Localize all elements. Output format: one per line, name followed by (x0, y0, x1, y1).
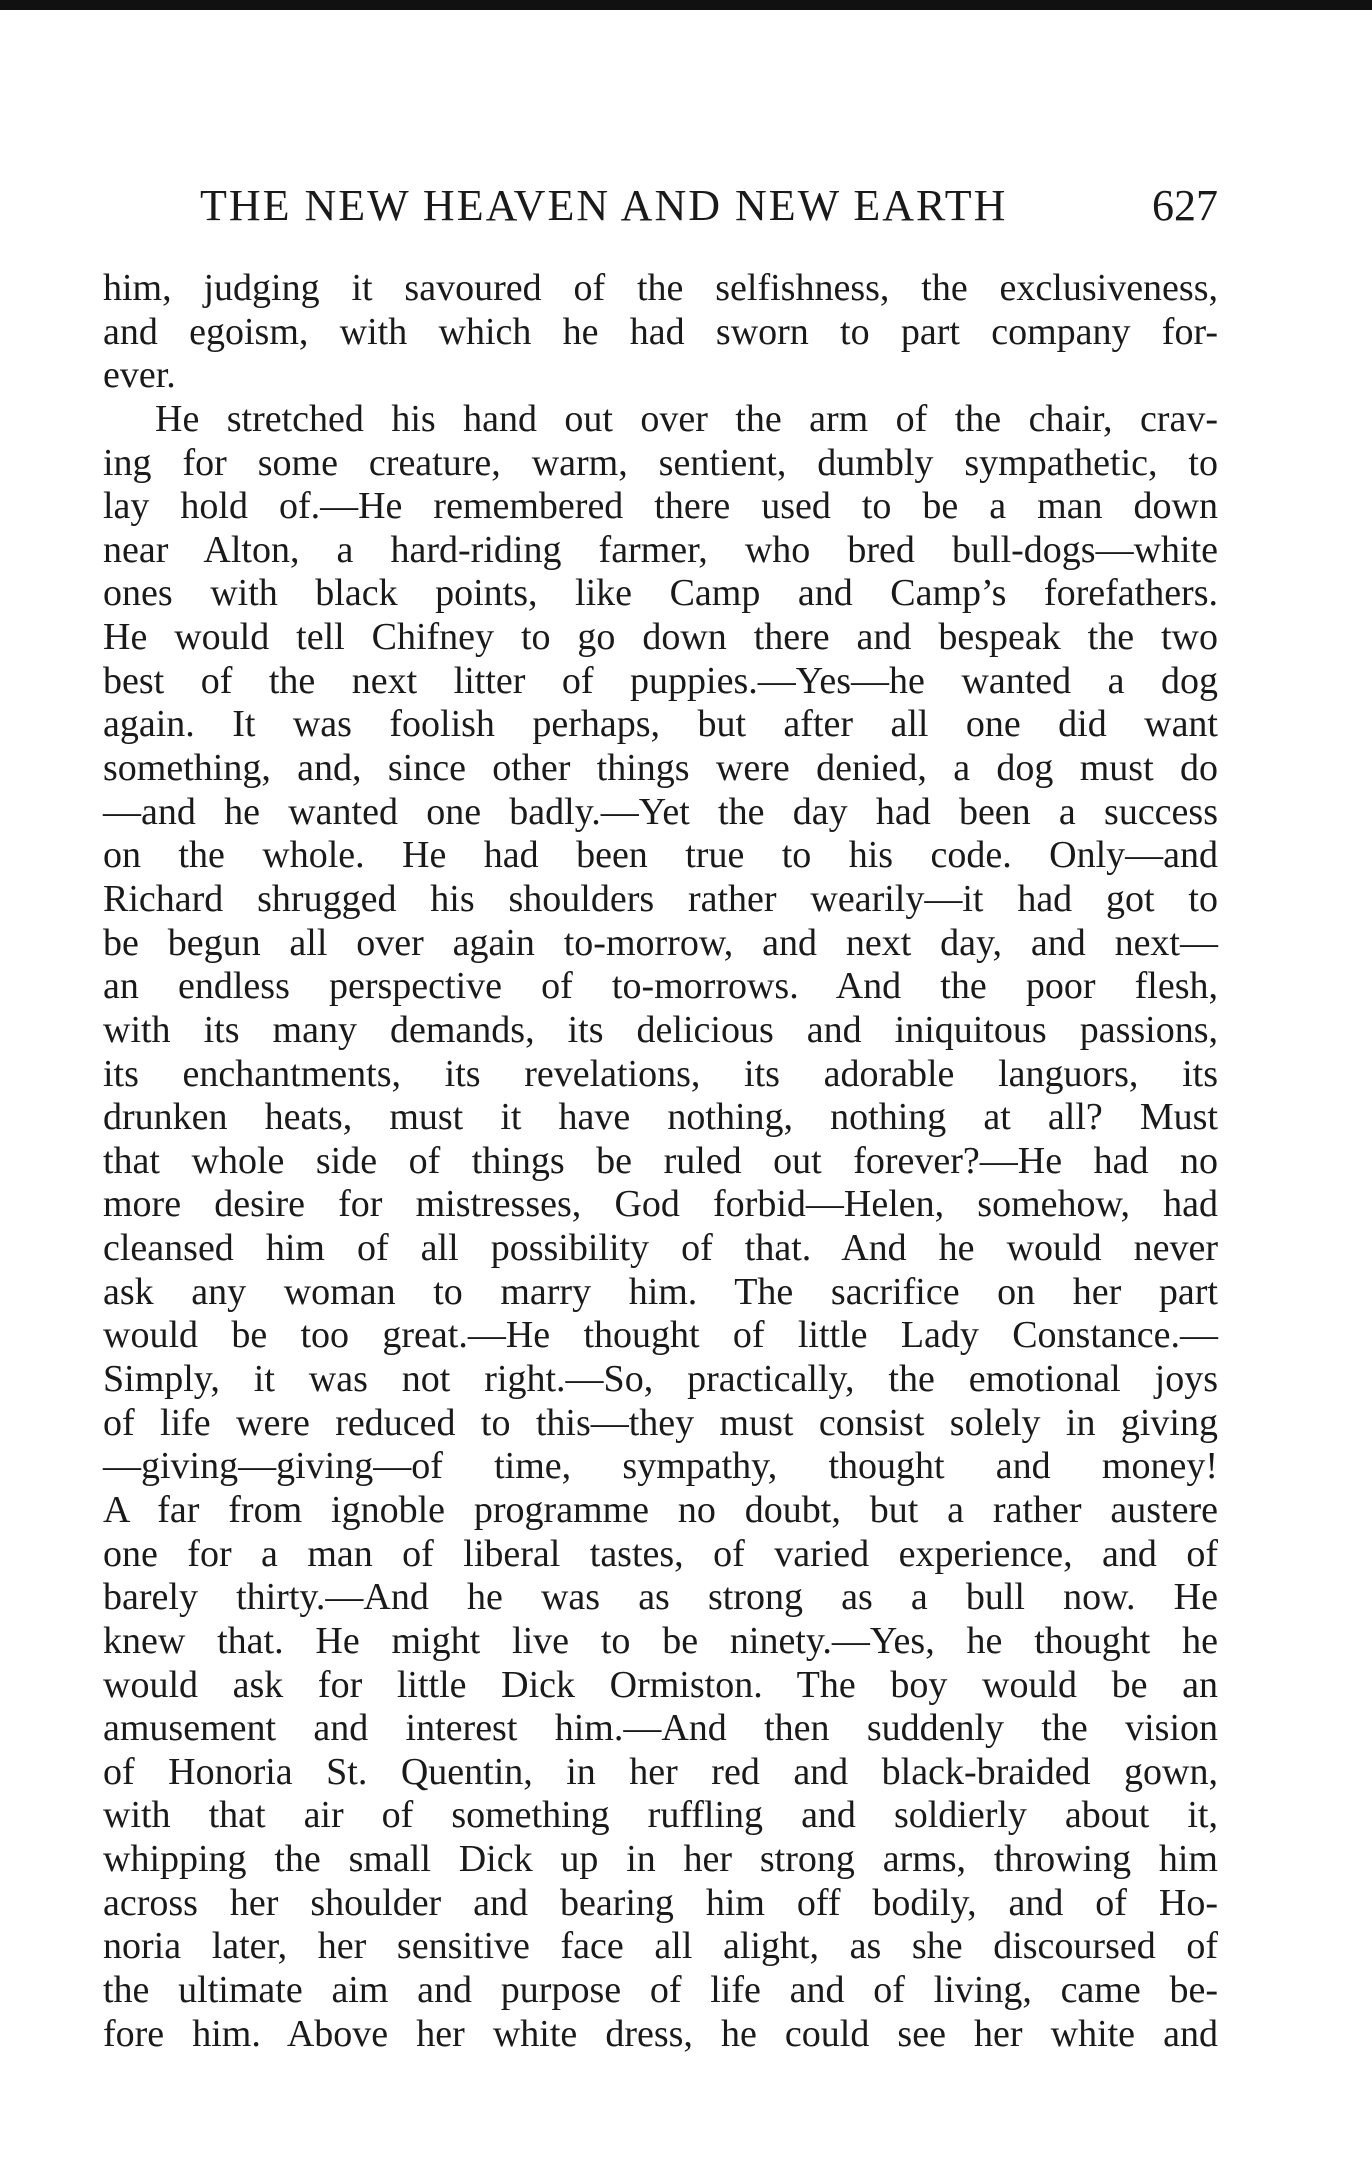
text-line: ones with black points, like Camp and Camp’s forefathers. (103, 572, 1218, 615)
text-line: and egoism, with which he had sworn to part company for- (103, 310, 1218, 353)
text-line: of Honoria St. Quentin, in her red and black-braided gown, (103, 1750, 1218, 1793)
text-line: A far from ignoble programme no doubt, but a rather austere (103, 1488, 1218, 1531)
text-line: that whole side of things be ruled out forever?—He had no (103, 1139, 1218, 1182)
text-line: something, and, since other things were denied, a dog must do (103, 747, 1218, 790)
text-line: on the whole. He had been true to his code. Only—and (103, 834, 1218, 877)
top-edge-rule (0, 0, 1372, 10)
text-line: noria later, her sensitive face all alight, as she discoursed of (103, 1925, 1218, 1968)
text-line: of life were reduced to this—they must consist solely in giving (103, 1401, 1218, 1444)
text-line: him, judging it savoured of the selfishness, the exclusiveness, (103, 267, 1218, 309)
text-line: ing for some creature, warm, sentient, dumbly sympathetic, to (103, 441, 1218, 484)
text-line: lay hold of.—He remembered there used to be a man down (103, 485, 1218, 528)
text-line: whipping the small Dick up in her strong arms, throwing him (103, 1838, 1218, 1881)
text-line: cleansed him of all possibility of that. And he would never (103, 1227, 1218, 1270)
text-line: its enchantments, its revelations, its adorable languors, its (103, 1052, 1218, 1095)
text-line: would be too great.—He thought of little Lady Constance.— (103, 1314, 1218, 1357)
text-line: would ask for little Dick Ormiston. The boy would be an (103, 1663, 1218, 1706)
text-line: best of the next litter of puppies.—Yes—he wanted a dog (103, 659, 1218, 702)
running-head (200, 178, 1218, 234)
text-line: Simply, it was not right.—So, practically, the emotional joys (103, 1358, 1218, 1401)
text-line: more desire for mistresses, God forbid—Helen, somehow, had (103, 1183, 1218, 1226)
text-line: drunken heats, must it have nothing, nothing at all? Must (103, 1096, 1218, 1139)
body-text (103, 267, 1218, 2056)
text-line: ask any woman to marry him. The sacrifice on her part (103, 1270, 1218, 1313)
text-line: amusement and interest him.—And then suddenly the vision (103, 1707, 1218, 1750)
text-line: the ultimate aim and purpose of life and of living, came be- (103, 1968, 1218, 2011)
text-line: an endless perspective of to-morrows. And the poor flesh, (103, 965, 1218, 1008)
text-line: He stretched his hand out over the arm of the chair, crav- (155, 397, 1218, 440)
text-line: fore him. Above her white dress, he could see her white and (103, 2012, 1218, 2055)
text-line: He would tell Chifney to go down there and bespeak the two (103, 616, 1218, 659)
text-line: knew that. He might live to be ninety.—Yes, he thought he (103, 1619, 1218, 1662)
text-line: —and he wanted one badly.—Yet the day had been a success (103, 790, 1218, 833)
text-line: again. It was foolish perhaps, but after all one did want (103, 703, 1218, 746)
running-title: THE NEW HEAVEN AND NEW EARTH (200, 181, 1008, 230)
text-line: be begun all over again to-morrow, and next day, and next— (103, 921, 1218, 964)
text-line: across her shoulder and bearing him off bodily, and of Ho- (103, 1881, 1218, 1924)
text-line: ever. (103, 354, 176, 397)
text-line: with that air of something ruffling and soldierly about it, (103, 1794, 1218, 1837)
text-line: Richard shrugged his shoulders rather wearily—it had got to (103, 877, 1218, 920)
page-number: 627 (1152, 181, 1218, 230)
text-line: near Alton, a hard-riding farmer, who bred bull-dogs—white (103, 528, 1218, 571)
text-line: barely thirty.—And he was as strong as a bull now. He (103, 1576, 1218, 1619)
text-line: one for a man of liberal tastes, of varied experience, and of (103, 1532, 1218, 1575)
text-line: with its many demands, its delicious and iniquitous passions, (103, 1008, 1218, 1051)
text-line: —giving—giving—of time, sympathy, thought and money! (103, 1445, 1218, 1488)
